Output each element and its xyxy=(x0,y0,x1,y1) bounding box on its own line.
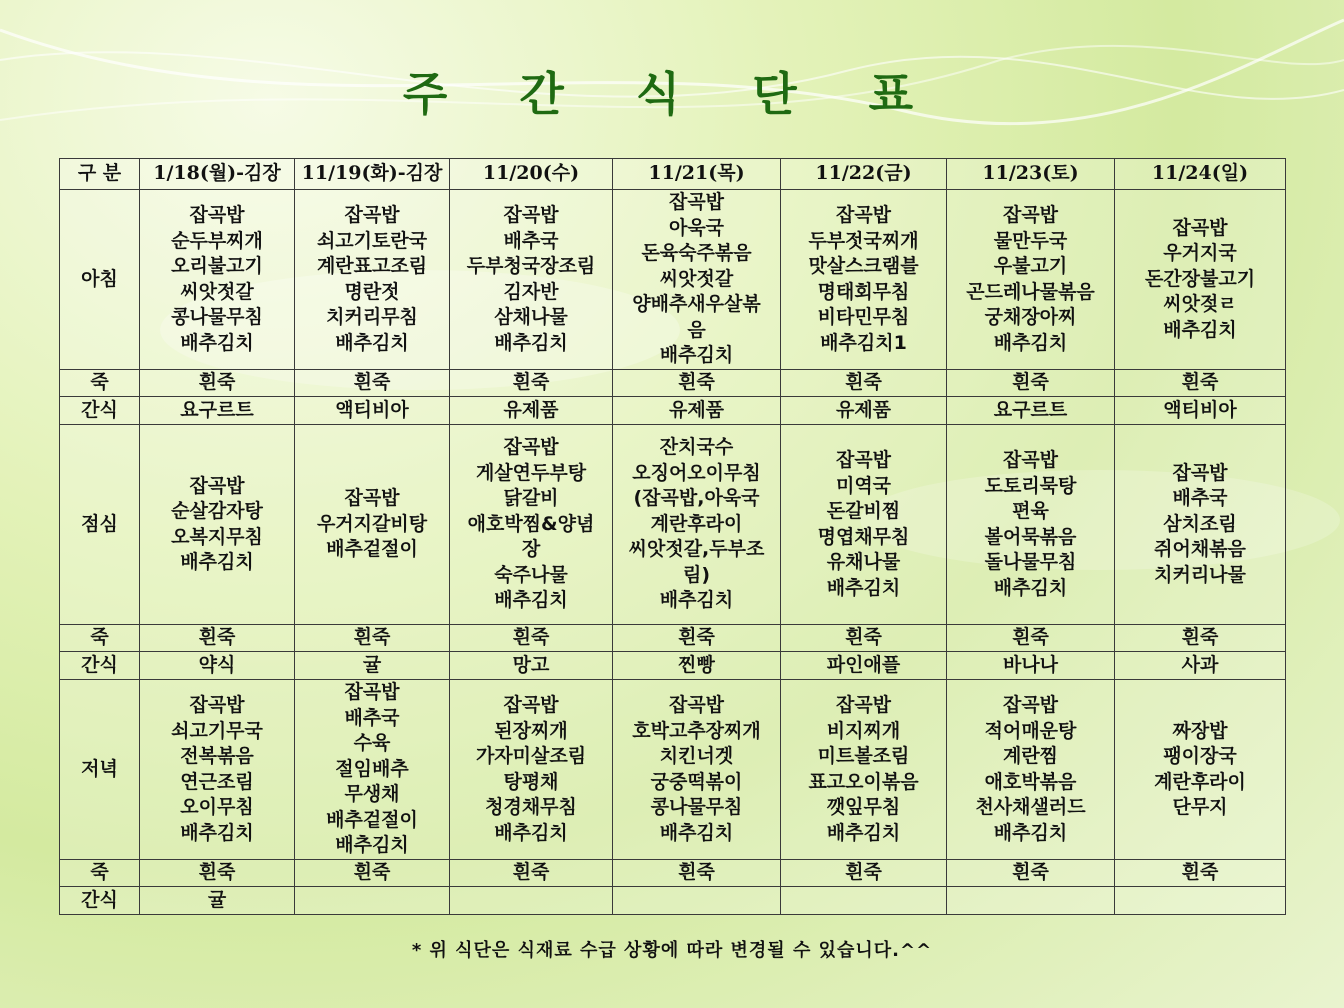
meal-row xyxy=(60,397,1286,425)
menu-item: 귤 xyxy=(207,888,227,911)
menu-item: 팽이장국 xyxy=(1163,745,1237,767)
meal-cell xyxy=(295,397,450,425)
menu-item: 흰죽 xyxy=(845,371,882,394)
meal-row xyxy=(60,370,1286,397)
header-day: 1/18(월)-김장 xyxy=(140,159,295,190)
meal-cell xyxy=(295,652,450,680)
meal-cell xyxy=(613,397,781,425)
page-title: 주 간 식 단 표 xyxy=(402,67,942,121)
meal-cell xyxy=(450,425,613,625)
row-label: 간식 xyxy=(60,887,140,915)
menu-item: 닭갈비 xyxy=(503,487,559,510)
menu-item: 배추김치 xyxy=(335,834,409,857)
meal-cell xyxy=(781,370,947,397)
menu-item: 맛살스크램블 xyxy=(808,255,919,277)
row-label: 점심 xyxy=(60,425,140,625)
meal-cell xyxy=(781,625,947,652)
meal-cell xyxy=(140,680,295,860)
menu-item: 배추김치 xyxy=(659,589,734,612)
menu-item: 배추김치 xyxy=(1163,318,1237,341)
menu-item: 궁중떡볶이 xyxy=(650,770,743,793)
meal-cell xyxy=(450,190,613,370)
menu-item: 계란후라이 xyxy=(1154,770,1246,793)
menu-item: 배추김치 xyxy=(993,576,1068,599)
menu-item: 잡곡밥 xyxy=(835,449,892,471)
menu-item: 잡곡밥 xyxy=(668,694,725,716)
menu-item: 수육 xyxy=(353,732,391,755)
meal-cell xyxy=(1115,370,1286,397)
menu-item: 잡곡밥 xyxy=(668,191,725,214)
header-day: 11/21(목) xyxy=(613,159,781,190)
menu-item: 편육 xyxy=(1012,500,1049,522)
meal-row xyxy=(60,680,1286,860)
menu-item: 파인애플 xyxy=(826,653,901,676)
meal-cell xyxy=(1115,397,1286,425)
meal-cell xyxy=(140,887,295,915)
menu-item: 배추김치 xyxy=(659,821,734,844)
meal-cell xyxy=(613,680,781,860)
menu-item: 흰죽 xyxy=(198,861,236,884)
meal-cell xyxy=(295,190,450,370)
menu-item: 림) xyxy=(682,563,711,586)
menu-item: 적어매운탕 xyxy=(984,719,1077,742)
menu-item: 잡곡밥 xyxy=(1172,461,1228,484)
menu-item: 돈육숙주볶음 xyxy=(641,242,752,265)
menu-item: 애호박볶음 xyxy=(984,770,1077,793)
menu-item: 계란후라이 xyxy=(650,512,743,535)
menu-item: 오복지무침 xyxy=(171,525,263,548)
meal-cell xyxy=(450,652,613,680)
menu-item: 미역국 xyxy=(835,474,892,497)
meal-cell xyxy=(295,370,450,397)
menu-item: 배추겉절이 xyxy=(326,808,418,831)
menu-item: 잔치국수 xyxy=(659,436,734,459)
menu-item: 미트볼조림 xyxy=(817,745,910,767)
meal-cell xyxy=(613,652,781,680)
meal-cell xyxy=(450,680,613,860)
menu-item: 유채나물 xyxy=(826,551,901,573)
meal-cell xyxy=(140,860,295,887)
menu-item: 씨앗젖ㄹ xyxy=(1163,293,1237,316)
menu-item: 단무지 xyxy=(1172,796,1228,818)
menu-item: 물만두국 xyxy=(993,229,1068,252)
menu-item: 오리불고기 xyxy=(171,255,263,277)
menu-item: 잡곡밥 xyxy=(503,204,559,226)
menu-item: 배추김치1 xyxy=(820,331,907,354)
menu-item: 쇠고기무국 xyxy=(171,719,263,742)
menu-item: 흰죽 xyxy=(845,861,882,884)
meal-row xyxy=(60,887,1286,915)
meal-cell xyxy=(947,370,1115,397)
meal-cell xyxy=(1115,680,1286,860)
menu-item: 무생채 xyxy=(344,783,400,806)
menu-item: 청경채무침 xyxy=(485,796,577,818)
meal-cell xyxy=(947,397,1115,425)
meal-cell xyxy=(781,425,947,625)
menu-item: 배추김치 xyxy=(993,331,1068,354)
row-label: 저녁 xyxy=(60,680,140,860)
menu-item: 비타민무침 xyxy=(817,306,910,328)
menu-item: 배추김치 xyxy=(180,551,254,573)
row-label: 죽 xyxy=(60,860,140,887)
menu-item: 호박고추장찌개 xyxy=(632,719,761,742)
meal-cell xyxy=(450,887,613,915)
menu-item: 잡곡밥 xyxy=(189,204,245,226)
menu-item: 된장찌개 xyxy=(494,719,568,742)
meal-cell xyxy=(613,860,781,887)
meal-cell xyxy=(947,652,1115,680)
menu-item: 유제품 xyxy=(668,398,725,421)
meal-cell xyxy=(450,860,613,887)
menu-item: 잡곡밥 xyxy=(1002,204,1059,226)
menu-item: 배추김치 xyxy=(494,331,568,354)
menu-item: 배추김치 xyxy=(494,821,568,844)
meal-cell xyxy=(295,425,450,625)
menu-item: 양배추새우살볶 xyxy=(632,293,761,316)
menu-item: 치커리무침 xyxy=(326,306,418,328)
menu-item: 흰죽 xyxy=(1181,626,1219,649)
menu-item: 배추겉절이 xyxy=(326,538,418,561)
meal-cell xyxy=(140,625,295,652)
menu-item: (잡곡밥,아욱국 xyxy=(633,487,760,510)
menu-item: 볼어묵볶음 xyxy=(984,525,1077,548)
meal-table xyxy=(59,158,1286,915)
menu-item: 잡곡밥 xyxy=(835,204,892,226)
menu-item: 잡곡밥 xyxy=(189,694,245,716)
meal-cell xyxy=(140,370,295,397)
menu-item: 배추김치 xyxy=(180,331,254,354)
menu-item: 돌나물무침 xyxy=(984,551,1077,573)
menu-item: 흰죽 xyxy=(845,626,882,649)
menu-item: 애호박찜&양념 xyxy=(467,512,595,535)
meal-cell xyxy=(295,680,450,860)
menu-item: 잡곡밥 xyxy=(344,681,400,704)
menu-item: 잡곡밥 xyxy=(1002,449,1059,471)
menu-item: 치킨너겟 xyxy=(659,745,734,767)
meal-cell xyxy=(1115,190,1286,370)
menu-item: 바나나 xyxy=(1002,653,1059,676)
menu-item: 배추김치 xyxy=(335,331,409,354)
meal-cell xyxy=(613,425,781,625)
menu-item: 배추김치 xyxy=(494,589,568,612)
menu-item: 배추국 xyxy=(344,706,400,729)
menu-item: 삼채나물 xyxy=(494,306,568,328)
menu-item: 도토리묵탕 xyxy=(984,474,1077,497)
menu-item: 비지찌개 xyxy=(826,719,901,742)
menu-item: 흰죽 xyxy=(198,626,236,649)
meal-cell xyxy=(781,397,947,425)
menu-item: 잡곡밥 xyxy=(1002,694,1059,716)
menu-item: 전복볶음 xyxy=(180,745,254,767)
menu-item: 사과 xyxy=(1181,653,1219,676)
meal-cell xyxy=(140,190,295,370)
menu-item: 절임배추 xyxy=(335,757,409,780)
meal-row xyxy=(60,860,1286,887)
menu-item: 순살감자탕 xyxy=(171,500,263,522)
menu-item: 흰죽 xyxy=(1012,626,1049,649)
meal-cell xyxy=(450,397,613,425)
menu-item: 명엽채무침 xyxy=(817,525,910,548)
meal-cell xyxy=(947,190,1115,370)
menu-item: 삼치조림 xyxy=(1163,512,1237,535)
menu-item: 연근조림 xyxy=(180,770,254,793)
menu-item: 흰죽 xyxy=(1181,861,1219,884)
menu-item: 콩나물무침 xyxy=(650,796,743,818)
menu-item: 천사채샐러드 xyxy=(975,796,1086,818)
meal-cell xyxy=(781,860,947,887)
menu-item: 콩나물무침 xyxy=(171,306,263,328)
meal-cell xyxy=(613,625,781,652)
menu-item: 흰죽 xyxy=(512,861,550,884)
row-label: 죽 xyxy=(60,625,140,652)
menu-item: 잡곡밥 xyxy=(503,436,559,459)
menu-item: 잡곡밥 xyxy=(344,204,400,226)
meal-row xyxy=(60,190,1286,370)
menu-item: 액티비아 xyxy=(335,398,409,421)
menu-item: 배추국 xyxy=(503,229,559,252)
meal-row xyxy=(60,625,1286,652)
menu-item: 계란찜 xyxy=(1002,745,1059,767)
menu-item: 잡곡밥 xyxy=(344,487,400,510)
menu-item: 잡곡밥 xyxy=(835,694,892,716)
menu-item: 궁채장아찌 xyxy=(984,306,1077,328)
menu-item: 게살연두부탕 xyxy=(475,461,587,484)
menu-item: 흰죽 xyxy=(678,861,715,884)
menu-item: 배추국 xyxy=(1172,487,1228,510)
menu-item: 흰죽 xyxy=(198,371,236,394)
menu-item: 음 xyxy=(687,318,706,341)
meal-cell xyxy=(781,652,947,680)
menu-item: 흰죽 xyxy=(512,626,550,649)
menu-item: 흰죽 xyxy=(1012,861,1049,884)
footnote: * 위 식단은 식재료 수급 상황에 따라 변경될 수 있습니다.^^ xyxy=(411,940,933,961)
menu-item: 쇠고기토란국 xyxy=(316,229,428,252)
menu-item: 우불고기 xyxy=(993,255,1068,277)
meal-cell xyxy=(450,625,613,652)
meal-cell xyxy=(947,425,1115,625)
meal-cell xyxy=(450,370,613,397)
menu-item: 귤 xyxy=(362,653,382,676)
menu-item: 두부젓국찌개 xyxy=(808,229,919,252)
meal-cell xyxy=(295,625,450,652)
menu-item: 배추김치 xyxy=(659,344,734,367)
meal-cell xyxy=(613,887,781,915)
menu-item: 배추김치 xyxy=(180,821,254,844)
menu-item: 유제품 xyxy=(503,398,559,421)
menu-item: 약식 xyxy=(198,653,236,676)
meal-cell xyxy=(781,680,947,860)
meal-cell xyxy=(140,397,295,425)
menu-item: 흰죽 xyxy=(678,371,715,394)
row-label: 죽 xyxy=(60,370,140,397)
menu-item: 명란젓 xyxy=(344,280,400,303)
menu-item: 배추김치 xyxy=(826,821,901,844)
meal-cell xyxy=(1115,860,1286,887)
menu-item: 아욱국 xyxy=(668,216,725,239)
menu-item: 오징어오이무침 xyxy=(632,461,761,484)
header-row xyxy=(60,159,1286,190)
menu-item: 흰죽 xyxy=(678,626,715,649)
menu-item: 흰죽 xyxy=(512,371,550,394)
meal-cell xyxy=(613,370,781,397)
header-day: 11/19(화)-김장 xyxy=(295,159,450,190)
menu-item: 흰죽 xyxy=(353,861,391,884)
menu-item: 흰죽 xyxy=(353,626,391,649)
menu-item: 액티비아 xyxy=(1163,398,1237,421)
menu-item: 배추김치 xyxy=(993,821,1068,844)
menu-item: 우거지갈비탕 xyxy=(316,512,428,535)
menu-item: 잡곡밥 xyxy=(189,474,245,497)
menu-item: 두부청국장조림 xyxy=(466,255,596,277)
meal-cell xyxy=(947,625,1115,652)
header-day: 11/22(금) xyxy=(781,159,947,190)
row-label: 간식 xyxy=(60,397,140,425)
meal-cell xyxy=(947,680,1115,860)
menu-item: 곤드레나물볶음 xyxy=(966,280,1095,303)
row-label: 아침 xyxy=(60,190,140,370)
meal-cell xyxy=(140,652,295,680)
menu-item: 요구르트 xyxy=(993,398,1068,421)
meal-cell xyxy=(140,425,295,625)
header-label: 구 분 xyxy=(60,159,140,190)
meal-cell xyxy=(781,190,947,370)
menu-item: 씨앗젓갈 xyxy=(180,280,254,303)
menu-item: 탕평채 xyxy=(503,770,559,793)
menu-item: 잡곡밥 xyxy=(503,694,559,716)
menu-item: 명태회무침 xyxy=(817,280,910,303)
menu-item: 표고오이볶음 xyxy=(808,770,919,793)
menu-item: 흰죽 xyxy=(1181,371,1219,394)
meal-cell xyxy=(1115,652,1286,680)
menu-item: 잡곡밥 xyxy=(1172,216,1228,239)
meal-cell xyxy=(1115,425,1286,625)
menu-item: 오이무침 xyxy=(180,796,254,818)
menu-item: 김자반 xyxy=(503,280,559,303)
menu-item: 흰죽 xyxy=(353,371,391,394)
menu-item: 유제품 xyxy=(835,398,892,421)
meal-cell xyxy=(295,860,450,887)
header-day: 11/20(수) xyxy=(450,159,613,190)
menu-item: 씨앗젓갈,두부조 xyxy=(628,538,765,561)
menu-item: 가자미살조림 xyxy=(475,745,587,767)
menu-item: 요구르트 xyxy=(180,398,254,421)
menu-item: 흰죽 xyxy=(1012,371,1049,394)
menu-item: 장 xyxy=(521,538,541,561)
menu-item: 치커리나물 xyxy=(1154,563,1246,586)
row-label: 간식 xyxy=(60,652,140,680)
menu-item: 짜장밥 xyxy=(1172,719,1228,742)
meal-cell xyxy=(947,860,1115,887)
menu-item: 배추김치 xyxy=(826,576,901,599)
meal-cell xyxy=(781,887,947,915)
menu-item: 씨앗젓갈 xyxy=(659,267,734,290)
menu-item: 돈간장불고기 xyxy=(1144,267,1256,290)
menu-item: 숙주나물 xyxy=(494,563,568,586)
meal-cell xyxy=(613,190,781,370)
menu-item: 돈갈비찜 xyxy=(826,500,901,522)
menu-item: 계란표고조림 xyxy=(316,255,428,277)
meal-row xyxy=(60,652,1286,680)
menu-item: 깻잎무침 xyxy=(826,796,901,818)
menu-item: 쥐어채볶음 xyxy=(1154,538,1246,561)
header-day: 11/23(토) xyxy=(947,159,1115,190)
meal-cell xyxy=(1115,887,1286,915)
menu-item: 순두부찌개 xyxy=(171,229,263,252)
header-day: 11/24(일) xyxy=(1115,159,1286,190)
menu-item: 망고 xyxy=(512,653,550,676)
meal-cell xyxy=(1115,625,1286,652)
menu-item: 찐빵 xyxy=(678,653,715,676)
meal-row xyxy=(60,425,1286,625)
meal-cell xyxy=(295,887,450,915)
menu-item: 우거지국 xyxy=(1163,242,1237,265)
meal-cell xyxy=(947,887,1115,915)
